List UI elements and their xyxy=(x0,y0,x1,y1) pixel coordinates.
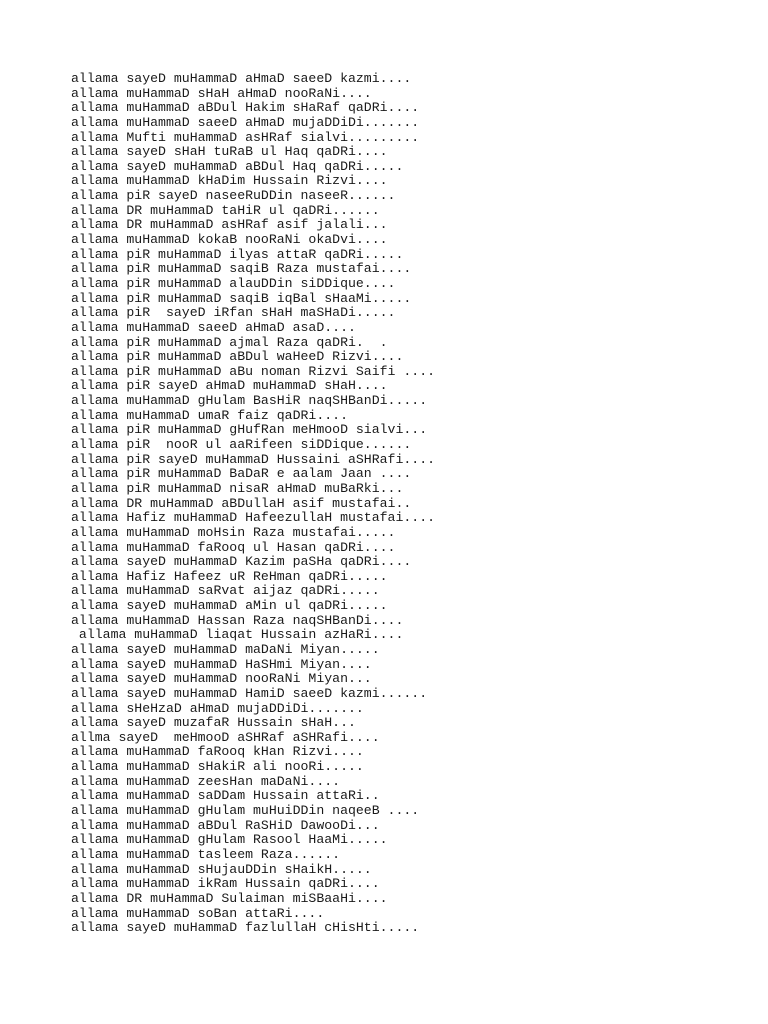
text-line: allama muHammaD Hassan Raza naqSHBanDi.... xyxy=(71,612,404,628)
text-line: allama piR sayeD iRfan sHaH maSHaDi..... xyxy=(71,305,396,321)
text-line: allama muHammaD gHulam BasHiR naqSHBanDi..... xyxy=(71,393,428,409)
text-line: allama piR sayeD muHammaD Hussaini aSHRafi.... xyxy=(71,451,436,467)
text-line: allama Hafiz muHammaD HafeezullaH mustafai.... xyxy=(71,510,436,526)
text-line: allama muHammaD aBDul Hakim sHaRaf qaDRi.... xyxy=(71,100,420,116)
text-line: allama piR muHammaD BaDaR e aalam Jaan .... xyxy=(71,466,412,482)
text-line: allama piR muHammaD ilyas attaR qaDRi..... xyxy=(71,246,404,262)
text-line: allama muHammaD saDDam Hussain attaRi.. xyxy=(71,788,380,804)
text-line: allama muHammaD liaqat Hussain azHaRi.... xyxy=(71,627,404,643)
text-line: allama sayeD muHammaD maDaNi Miyan..... xyxy=(71,641,380,657)
text-line: allama Hafiz Hafeez uR ReHman qaDRi..... xyxy=(71,568,388,584)
text-line: allma sayeD meHmooD aSHRaf aSHRafi.... xyxy=(71,729,380,745)
text-line: allama muHammaD sHakiR ali nooRi..... xyxy=(71,759,364,775)
text-line: allama muHammaD soBan attaRi.... xyxy=(71,905,325,921)
text-line: allama sayeD muHammaD Kazim paSHa qaDRi.... xyxy=(71,554,412,570)
text-line: allama muHammaD moHsin Raza mustafai..... xyxy=(71,524,396,540)
text-line: allama sayeD muHammaD aMin ul qaDRi..... xyxy=(71,598,388,614)
text-line: allama piR muHammaD alauDDin siDDique.... xyxy=(71,275,396,291)
text-line: allama muHammaD ikRam Hussain qaDRi.... xyxy=(71,876,380,892)
text-line: allama muHammaD faRooq ul Hasan qaDRi.... xyxy=(71,539,396,555)
text-line: allama Mufti muHammaD asHRaf sialvi......... xyxy=(71,129,420,145)
text-line: allama muHammaD saRvat aijaz qaDRi..... xyxy=(71,583,380,599)
text-line: allama piR sayeD aHmaD muHammaD sHaH.... xyxy=(71,378,388,394)
text-line: allama muHammaD umaR faiz qaDRi.... xyxy=(71,407,348,423)
text-line: allama sHeHzaD aHmaD mujaDDiDi....... xyxy=(71,700,364,716)
text-line: allama muHammaD gHulam Rasool HaaMi..... xyxy=(71,832,388,848)
text-line: allama sayeD muHammaD aBDul Haq qaDRi..... xyxy=(71,158,404,174)
text-line: allama muHammaD faRooq kHan Rizvi.... xyxy=(71,744,364,760)
text-line: allama DR muHammaD aBDullaH asif mustafai.. xyxy=(71,495,412,511)
text-line: allama sayeD muHammaD fazlullaH cHisHti..... xyxy=(71,920,420,936)
text-line: allama piR muHammaD aBu noman Rizvi Saifi .... xyxy=(71,363,436,379)
text-line: allama piR nooR ul aaRifeen siDDique...... xyxy=(71,437,412,453)
text-line: allama muHammaD tasleem Raza...... xyxy=(71,846,341,862)
text-line: allama piR sayeD naseeRuDDin naseeR...... xyxy=(71,188,396,204)
text-line: allama muHammaD aBDul RaSHiD DawooDi... xyxy=(71,817,380,833)
text-line: allama piR muHammaD nisaR aHmaD muBaRki... xyxy=(71,480,404,496)
text-line: allama piR muHammaD aBDul waHeeD Rizvi.... xyxy=(71,349,404,365)
text-line: allama sayeD muHammaD HamiD saeeD kazmi...... xyxy=(71,685,428,701)
text-line: allama muHammaD gHulam muHuiDDin naqeeB .... xyxy=(71,803,420,819)
text-line: allama muHammaD saeeD aHmaD asaD.... xyxy=(71,319,356,335)
text-line: allama muHammaD kHaDim Hussain Rizvi.... xyxy=(71,173,388,189)
text-line: allama sayeD muHammaD aHmaD saeeD kazmi.... xyxy=(71,71,412,86)
text-line: allama sayeD muHammaD HaSHmi Miyan.... xyxy=(71,656,372,672)
text-line: allama sayeD sHaH tuRaB ul Haq qaDRi.... xyxy=(71,144,388,160)
text-line: allama sayeD muzafaR Hussain sHaH... xyxy=(71,715,356,731)
text-line: allama muHammaD zeesHan maDaNi.... xyxy=(71,773,341,789)
text-line: allama muHammaD saeeD aHmaD mujaDDiDi....... xyxy=(71,114,420,130)
text-line: allama sayeD muHammaD nooRaNi Miyan... xyxy=(71,671,372,687)
text-line: allama piR muHammaD ajmal Raza qaDRi. . xyxy=(71,334,388,350)
text-line: allama muHammaD kokaB nooRaNi okaDvi.... xyxy=(71,232,388,248)
text-line: allama muHammaD sHujauDDin sHaikH..... xyxy=(71,861,372,877)
text-line: allama piR muHammaD saqiB iqBal sHaaMi..... xyxy=(71,290,412,306)
name-list xyxy=(71,72,435,936)
text-line: allama piR muHammaD saqiB Raza mustafai.... xyxy=(71,261,412,277)
text-line: allama piR muHammaD gHufRan meHmooD sialvi... xyxy=(71,422,428,438)
text-line: allama DR muHammaD taHiR ul qaDRi...... xyxy=(71,202,380,218)
text-line: allama DR muHammaD Sulaiman miSBaaHi.... xyxy=(71,890,388,906)
text-line: allama muHammaD sHaH aHmaD nooRaNi.... xyxy=(71,85,372,101)
text-line: allama DR muHammaD asHRaf asif jalali... xyxy=(71,217,388,233)
